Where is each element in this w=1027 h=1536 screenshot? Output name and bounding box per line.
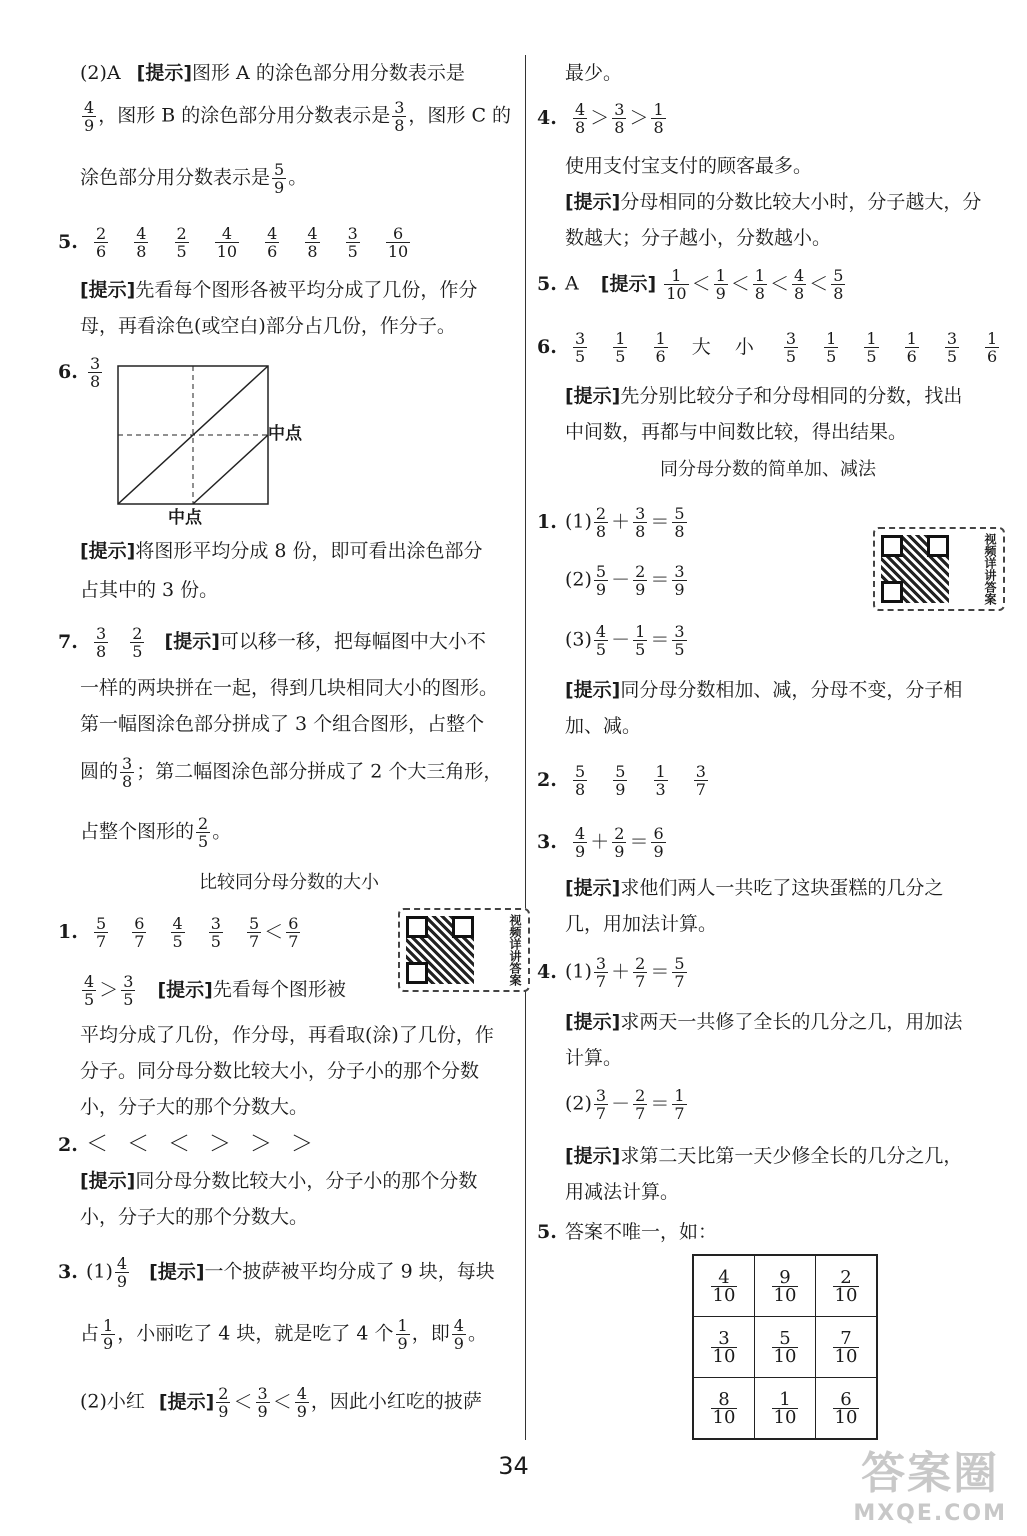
grid-cell [755, 1255, 816, 1317]
tip-line: 加、减。 [565, 715, 642, 737]
grid-numerator: 8 [718, 1388, 730, 1410]
text-line: 分子。同分母分数比较大小，分子小的那个分数 [80, 1060, 480, 1082]
grid-numerator: 3 [718, 1327, 730, 1349]
grid-row [693, 1255, 877, 1317]
midpoint-label-bottom: 中点 [168, 508, 202, 528]
grid-denominator: 10 [773, 1345, 797, 1367]
text-line: 占 $\frac{1}{9}$ ，小丽吃了 4 块，就是吃了 4 个 $\frac{1}{9}$ ，即 $\frac{4}{9}$ 。 [80, 1316, 487, 1353]
s1-question-2: 2. ＜ ＜ ＜ ＞ ＞ ＞ [58, 1132, 319, 1157]
grid-denominator: 10 [712, 1406, 736, 1428]
tip-line: [提示]求他们两人一共吃了这块蛋糕的几分之 [565, 877, 944, 899]
s1-question-3: 3. (1) $\frac{4}{9}$ [提示]一个披萨被平均分成了 9 块，每块 [58, 1254, 495, 1291]
question-4: 4. $\frac{4}{8}$ ＞ $\frac{3}{8}$ ＞ $\frac{1}{8}$ [537, 100, 664, 137]
text-line: 最少。 [565, 62, 623, 84]
grid-cell [693, 1255, 755, 1317]
grid-cell [693, 1317, 755, 1378]
tip-line: 数越大；分子越小，分数越小。 [565, 227, 832, 249]
grid-cell [755, 1378, 816, 1440]
midpoint-label-right: 中点 [268, 424, 302, 444]
tip-line: 占其中的 3 份。 [80, 579, 219, 601]
grid-numerator: 6 [840, 1388, 852, 1410]
qr-label: 视频详讲答案 [983, 533, 997, 605]
grid-row [693, 1378, 877, 1440]
text-line: (2) $\frac{3}{7}$ － $\frac{2}{7}$ ＝ $\frac{1}{7}$ [565, 1086, 685, 1123]
text-line: 平均分成了几份，作分母，再看取(涂)了几份，作 [80, 1024, 494, 1046]
text-line: 圆的 $\frac{3}{8}$ ；第二幅图涂色部分拼成了 2 个大三角形， [80, 754, 503, 791]
grid-cell [755, 1317, 816, 1378]
grid-denominator: 10 [834, 1345, 858, 1367]
text-line: 小，分子大的那个分数大。 [80, 1096, 309, 1118]
tip-line: [提示]将图形平均分成 8 份，即可看出涂色部分 [80, 540, 483, 562]
tip-line: [提示]同分母分数相加、减，分母不变，分子相 [565, 679, 963, 701]
s2-question-1: 1. (1) $\frac{2}{8}$ ＋ $\frac{3}{8}$ ＝ $\frac{5}{8}$ [537, 504, 685, 541]
grid-numerator: 9 [779, 1266, 791, 1288]
tip-line: [提示]先分别比较分子和分母相同的分数，找出 [565, 385, 963, 407]
grid-denominator: 10 [834, 1284, 858, 1306]
text-line: $\frac{4}{5}$ ＞ $\frac{3}{5}$ [提示]先看每个图形被 [84, 972, 346, 1009]
text-line: 使用支付宝支付的顾客最多。 [565, 155, 813, 177]
section-title: 比较同分母分数的大小 [199, 872, 379, 893]
grid-numerator: 2 [840, 1266, 852, 1288]
grid-row [693, 1317, 877, 1378]
text-line: (3) $\frac{4}{5}$ － $\frac{1}{5}$ ＝ $\frac{3}{5}$ [565, 622, 685, 659]
s2-question-2: 2. $\frac{5}{8}$ $\frac{5}{9}$ $\frac{1}{3}$ $\frac{3}{7}$ [537, 762, 706, 799]
grid-numerator: 5 [779, 1327, 791, 1349]
s1-question-1: 1. $\frac{5}{7}$ $\frac{6}{7}$ $\frac{4}{5}$ $\frac{3}{5}$ $\frac{5}{7}$ ＜ $\frac{6}{7}$ [58, 914, 299, 951]
qr-label: 视频详讲答案 [508, 914, 522, 986]
text-line: 一样的两块拼在一起，得到几块相同大小的图形。 [80, 677, 499, 699]
grid-denominator: 10 [712, 1284, 736, 1306]
grid-cell [816, 1378, 878, 1440]
text-line: 占整个图形的 $\frac{2}{5}$ 。 [80, 814, 232, 851]
tip-line: [提示]求两天一共修了全长的几分之几，用加法 [565, 1011, 963, 1033]
question-5-right: 5. A [提示] $\frac{1}{10}$ ＜ $\frac{1}{9}$ ＜ $\frac{1}{8}$ ＜ $\frac{4}{8}$ ＜ $\frac{5}{8}$ [537, 266, 844, 303]
text-line: (2)A [提示]图形 A 的涂色部分用分数表示是 [80, 62, 465, 84]
tip-line: 小，分子大的那个分数大。 [80, 1206, 309, 1228]
grid-denominator: 10 [834, 1406, 858, 1428]
grid-cell [693, 1378, 755, 1440]
text-line: (2)小红 [提示] $\frac{2}{9}$ ＜ $\frac{3}{9}$ ＜ $\frac{4}{9}$ ，因此小红吃的披萨 [80, 1384, 482, 1421]
text-line: 涂色部分用分数表示是 $\frac{5}{9}$ 。 [80, 160, 308, 197]
magic-square-grid [692, 1254, 878, 1440]
grid-numerator: 4 [718, 1266, 730, 1288]
grid-numerator: 7 [840, 1327, 852, 1349]
grid-denominator: 10 [773, 1406, 797, 1428]
s2-question-5: 5. 答案不唯一，如： [537, 1221, 718, 1243]
question-5: 5. $\frac{2}{6}$ $\frac{4}{8}$ $\frac{2}{5}$ $\frac{4}{10}$ $\frac{4}{6}$ $\frac{4}{8}$ $\frac{3}{5}$ $\frac{6}{10}$ [58, 224, 409, 261]
column-divider [525, 55, 526, 1440]
grid-denominator: 10 [712, 1345, 736, 1367]
s2-question-3: 3. $\frac{4}{9}$ ＋ $\frac{2}{9}$ ＝ $\frac{6}{9}$ [537, 824, 664, 861]
section-title: 同分母分数的简单加、减法 [660, 459, 876, 480]
question-7: 7. $\frac{3}{8}$ $\frac{2}{5}$ [提示]可以移一移，把每幅图中大小不 [58, 624, 486, 661]
grid-cell [816, 1317, 878, 1378]
tip-line: [提示]同分母分数比较大小，分子小的那个分数 [80, 1170, 478, 1192]
question-6-right: 6. $\frac{3}{5}$ $\frac{1}{5}$ $\frac{1}{6}$ 大 小 $\frac{3}{5}$ $\frac{1}{5}$ $\frac{1}{5}$ $\frac{1}{6}$ $\frac{3}{5}$ $\frac{1}{6}$ [537, 329, 998, 366]
tip-line: [提示]先看每个图形各被平均分成了几份，作分 [80, 279, 478, 301]
text-line: (2) $\frac{5}{9}$ － $\frac{2}{9}$ ＝ $\frac{3}{9}$ [565, 562, 685, 599]
text-line: $\frac{4}{9}$ ，图形 B 的涂色部分用分数表示是 $\frac{3}{8}$ ，图形 C 的 [84, 98, 512, 135]
tip-line: 几，用加法计算。 [565, 913, 718, 935]
grid-cell [816, 1255, 878, 1317]
grid-denominator: 10 [773, 1284, 797, 1306]
question-6: 6. $\frac{3}{8}$ [58, 354, 101, 391]
tip-line: 母，再看涂色(或空白)部分占几份，作分子。 [80, 315, 456, 337]
tip-line: [提示]求第二天比第一天少修全长的几分之几， [565, 1145, 963, 1167]
tip-line: 计算。 [565, 1047, 623, 1069]
text-line: 第一幅图涂色部分拼成了 3 个组合图形，占整个 [80, 713, 485, 735]
tip-line: 中间数，再都与中间数比较，得出结果。 [565, 421, 908, 443]
s2-question-4: 4. (1) $\frac{3}{7}$ ＋ $\frac{2}{7}$ ＝ $\frac{5}{7}$ [537, 954, 685, 991]
tip-line: [提示]分母相同的分数比较大小时，分子越大，分 [565, 191, 982, 213]
page-number: 34 [498, 1452, 529, 1480]
watermark: 答案圈 MXQE.COM [853, 1448, 1007, 1526]
tip-line: 用减法计算。 [565, 1181, 680, 1203]
grid-numerator: 1 [779, 1388, 791, 1410]
